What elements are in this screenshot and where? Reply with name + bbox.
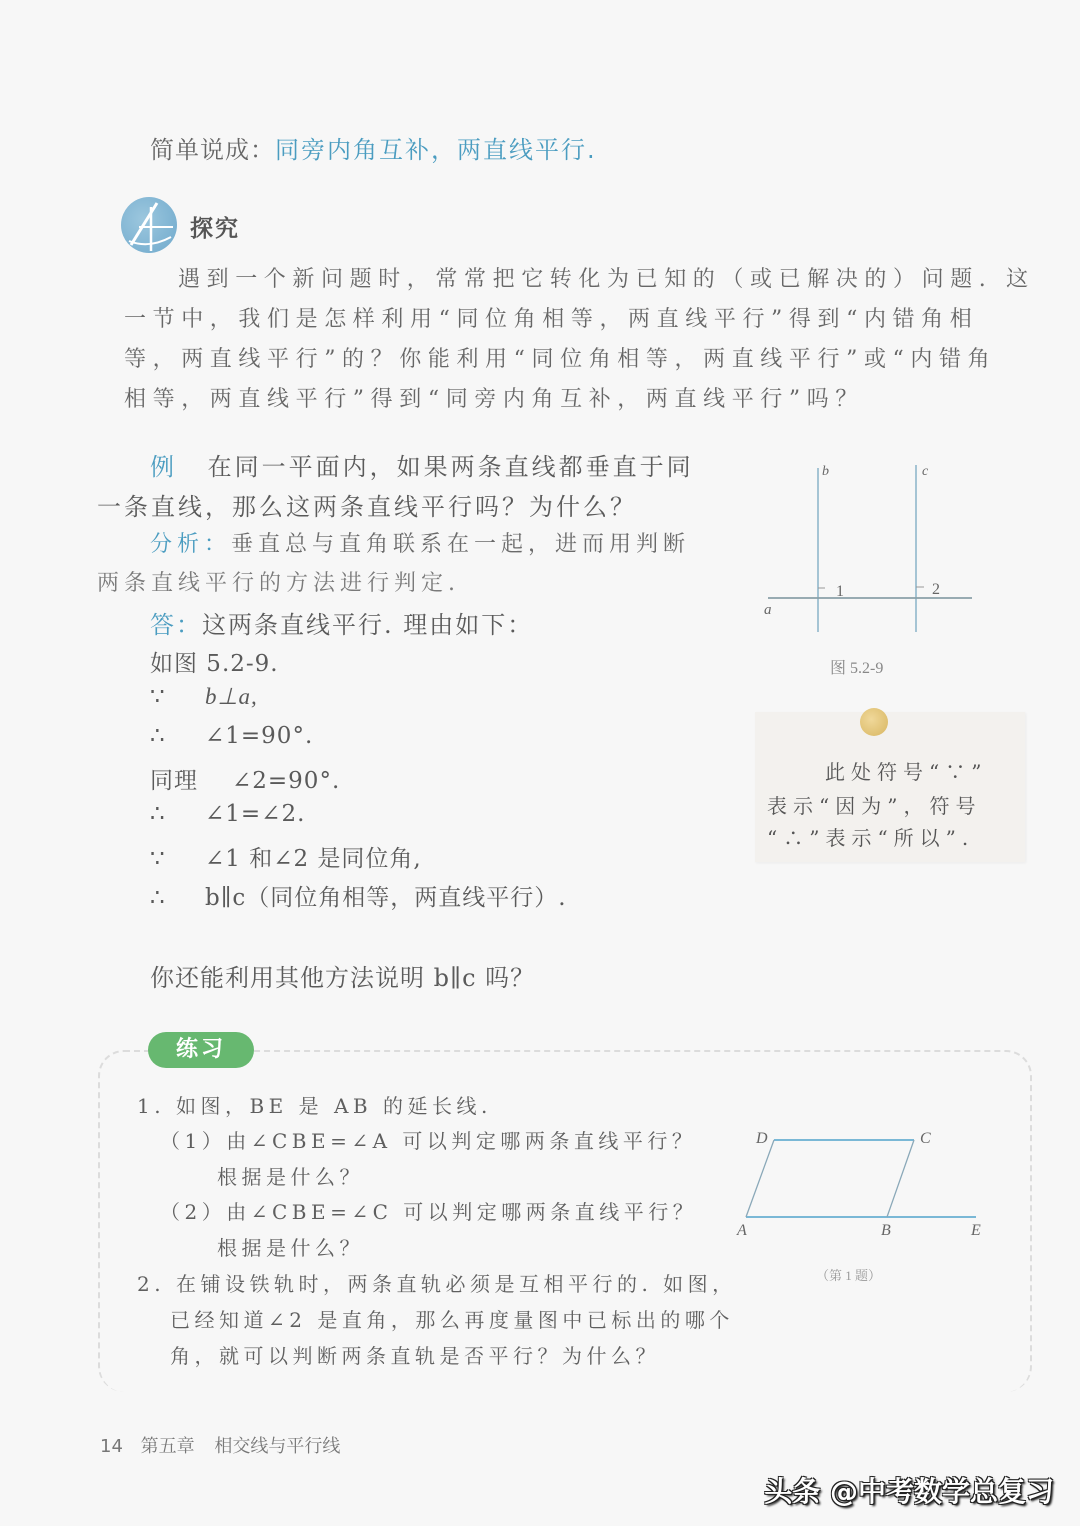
chapter-label: 第五章	[140, 1436, 195, 1457]
summary-prefix: 简单说成：	[150, 136, 275, 164]
answer-text: 这两条直线平行. 理由如下：	[202, 611, 534, 639]
note-line-3: “∴”表示“所以”.	[767, 826, 975, 850]
analysis-label: 分析：	[150, 532, 232, 557]
explore-title: 探究	[190, 216, 240, 242]
compass-ruler-icon	[121, 197, 177, 253]
practice-q2-line3: 角，就可以判断两条直轨是否平行？为什么？	[170, 1344, 660, 1368]
figure-caption: （第 1 题）	[816, 1268, 882, 1283]
explore-line-4: 相等，两直线平行”得到“同旁内角互补，两直线平行”吗？	[124, 387, 864, 412]
chapter-title: 相交线与平行线	[214, 1436, 341, 1457]
practice-q2-line1: 2. 在铺设铁轨时，两条直轨必须是互相平行的. 如图，	[137, 1272, 737, 1296]
analysis-line-1	[150, 527, 690, 558]
label-c: c	[922, 464, 929, 479]
explore-line-3: 等，两直线平行”的？你能利用“同位角相等，两直线平行”或“内错角	[124, 347, 997, 372]
label-B: B	[881, 1222, 891, 1239]
example-line-1	[150, 447, 694, 482]
explore-line-1: 遇到一个新问题时，常常把它转化为已知的（或已解决的）问题. 这	[178, 267, 1035, 292]
page-number: 14	[100, 1436, 123, 1457]
summary-highlight: 同旁内角互补，两直线平行.	[275, 136, 597, 164]
label-E: E	[971, 1222, 981, 1239]
practice-badge: 练习	[148, 1032, 254, 1068]
proof-step-2: ∴ ∠1=90°.	[150, 723, 314, 749]
label-D: D	[756, 1130, 768, 1147]
figure-5-2-9	[750, 450, 990, 690]
label-b: b	[822, 464, 829, 479]
watermark: 头条 @中考数学总复习	[764, 1475, 1054, 1508]
because-symbol: ∵	[150, 846, 166, 872]
therefore-symbol: ∴	[150, 801, 166, 827]
proof-step-4: ∴ ∠1=∠2.	[150, 801, 306, 827]
note-line-1: 此处符号“∵”	[825, 760, 988, 784]
figure-caption: 图 5.2-9	[830, 660, 884, 677]
answer-line	[150, 605, 533, 640]
analysis-line-2: 两条直线平行的方法进行判定.	[97, 571, 460, 596]
page-footer	[100, 1432, 340, 1458]
practice-q2-line2: 已经知道∠2 是直角，那么再度量图中已标出的哪个	[170, 1308, 734, 1332]
summary-line	[150, 130, 597, 165]
example-question-2: 一条直线，那么这两条直线平行吗？为什么？	[97, 493, 637, 521]
practice-q1: 1. 如图，BE 是 AB 的延长线.	[137, 1094, 492, 1118]
answer-label: 答：	[150, 611, 202, 639]
followup-question: 你还能利用其他方法说明 b∥c 吗？	[150, 964, 536, 992]
pushpin-icon	[860, 708, 888, 736]
label-angle-1: 1	[836, 583, 844, 600]
label-a: a	[764, 602, 772, 618]
explore-line-2: 一节中，我们是怎样利用“同位角相等，两直线平行”得到“内错角相	[124, 307, 979, 332]
therefore-symbol: ∴	[150, 723, 166, 749]
figure-question-1	[720, 1110, 1020, 1290]
practice-q1-2: （2）由∠CBE=∠C 可以判定哪两条直线平行？	[160, 1200, 698, 1224]
label-angle-2: 2	[932, 581, 940, 598]
example-label: 例	[150, 453, 177, 481]
analysis-text-1: 垂直总与直角联系在一起，进而用判断	[231, 532, 691, 557]
example-question-1: 在同一平面内，如果两条直线都垂直于同	[207, 453, 694, 481]
proof-step-1: ∵ b⊥a,	[150, 684, 258, 710]
label-A: A	[737, 1222, 747, 1239]
practice-q1-1: （1）由∠CBE=∠A 可以判定哪两条直线平行？	[160, 1129, 697, 1153]
proof-step-3: 同理 ∠2=90°.	[150, 768, 341, 794]
note-box	[755, 712, 1025, 862]
practice-q1-2-reason: 根据是什么？	[217, 1236, 364, 1260]
therefore-symbol: ∴	[150, 885, 166, 911]
proof-step-6: ∴ b∥c（同位角相等，两直线平行）.	[150, 885, 567, 911]
proof-step-5: ∵ ∠1 和∠2 是同位角,	[150, 846, 422, 872]
label-C: C	[920, 1130, 931, 1147]
proof-step-0: 如图 5.2-9.	[150, 651, 279, 677]
note-line-2: 表示“因为”，符号	[767, 794, 982, 818]
because-symbol: ∵	[150, 684, 166, 710]
practice-q1-1-reason: 根据是什么？	[217, 1165, 364, 1189]
